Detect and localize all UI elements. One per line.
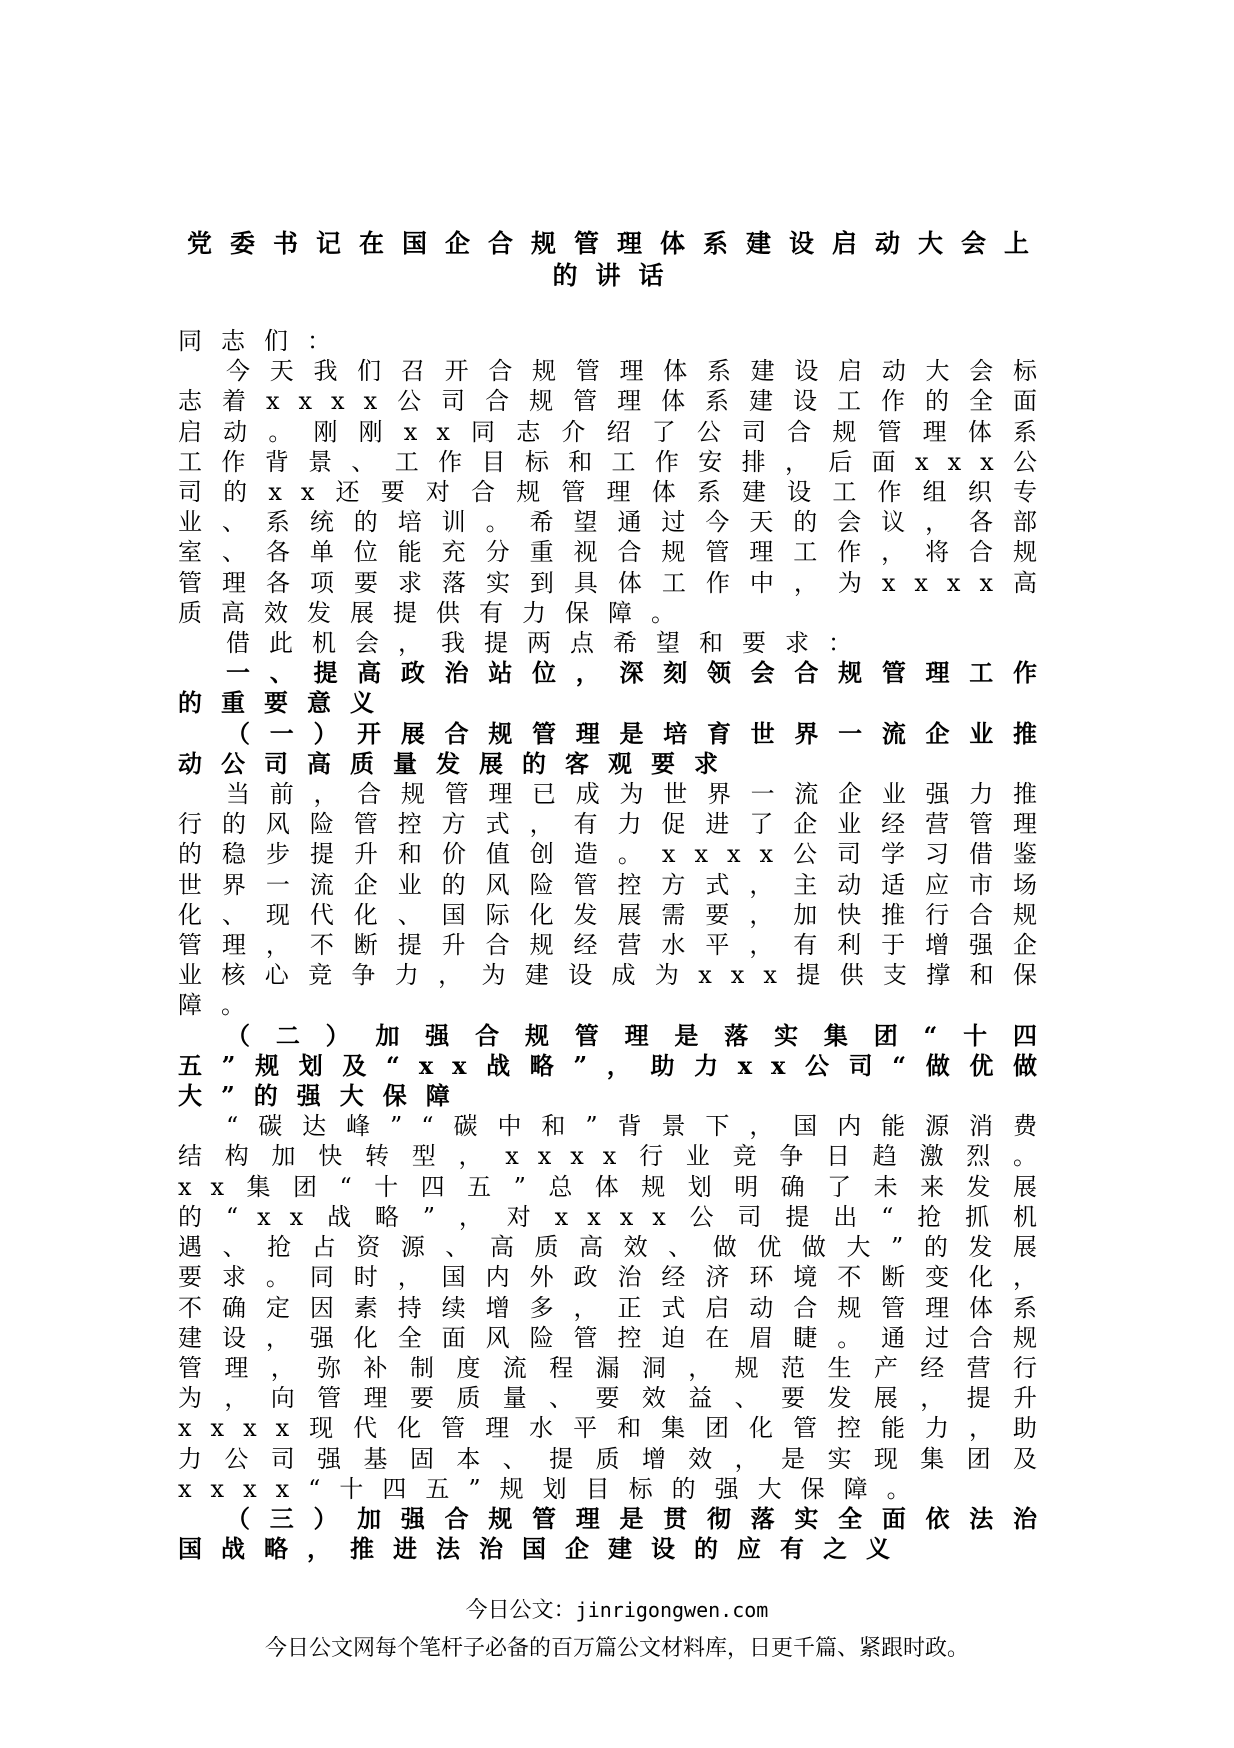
paragraph-transition: 借此机会，我提两点希望和要求： bbox=[226, 629, 871, 658]
subsection-heading-1: （一）开展合规管理是培育世界一流企业推动公司高质量发展的客观要求 bbox=[178, 718, 1056, 778]
title-line-2: 的讲话 bbox=[552, 261, 682, 290]
paragraph-opening: 今天我们召开合规管理体系建设启动大会标志着xxxx公司合规管理体系建设工作的全面启动。刚刚xx同志介绍了公司合规管理体系工作背景、工作目标和工作安排，后面xxx公司的xx还要对合规管理体系建设工作组织专业、系统的培训。希望通过今天的会议，各部室、各单位能充分重视合规管理工作，将合规管理各项要求落实到具体工作中，为xxxx高质高效发展提供有力保障。 bbox=[178, 357, 1056, 627]
subsection-heading-2: （二）加强合规管理是落实集团“十四五”规划及“xx战略”，助力xx公司“做优做大”的强大保障 bbox=[178, 1020, 1056, 1111]
footer-slogan: 今日公文网每个笔杆子必备的百万篇公文材料库，日更千篇、紧跟时政。 bbox=[264, 1636, 969, 1661]
paragraph-subsection-2: “碳达峰”“碳中和”背景下，国内能源消费结构加快转型，xxxx行业竞争日趋激烈。xx集团“十四五”总体规划明确了未来发展的“xx战略”，对xxxx公司提出“抢抓机遇、抢占资源、高质高效、做优做大”的发展要求。同时，国内外政治经济环境不断变化，不确定因素持续增多，正式启动合规管理体系建设，强化全面风险管控迫在眉睫。通过合规管理，弥补制度流程漏洞，规范生产经营行为，向管理要质量、要效益、要发展，提升xxxx现代化管理水平和集团化管控能力，助力公司强基固本、提质增效，是实现集团及xxxx“十四五”规划目标的强大保障。 bbox=[178, 1112, 1056, 1503]
title-line-1: 党委书记在国企合规管理体系建设启动大会上 bbox=[186, 229, 1047, 258]
paragraph-subsection-1: 当前，合规管理已成为世界一流企业强力推行的风险管控方式，有力促进了企业经营管理的稳步提升和价值创造。xxxx公司学习借鉴世界一流企业的风险管控方式，主动适应市场化、现代化、国际化发展需要，加快推行合规管理，不断提升合规经营水平，有利于增强企业核心竞争力，为建设成为xxx提供支撑和保障。 bbox=[178, 780, 1056, 1020]
document-title bbox=[178, 228, 1056, 292]
salutation: 同志们： bbox=[178, 327, 350, 355]
subsection-heading-3: （三）加强合规管理是贯彻落实全面依法治国战略，推进法治国企建设的应有之义 bbox=[178, 1503, 1056, 1564]
footer-site-link[interactable]: jinrigongwen.com bbox=[575, 1598, 769, 1622]
footer-site bbox=[0, 1593, 1234, 1624]
section-heading-1: 一、提高政治站位，深刻领会合规管理工作的重要意义 bbox=[178, 658, 1056, 718]
document-body bbox=[178, 228, 1056, 1564]
footer-site-label: 今日公文： bbox=[465, 1598, 576, 1623]
